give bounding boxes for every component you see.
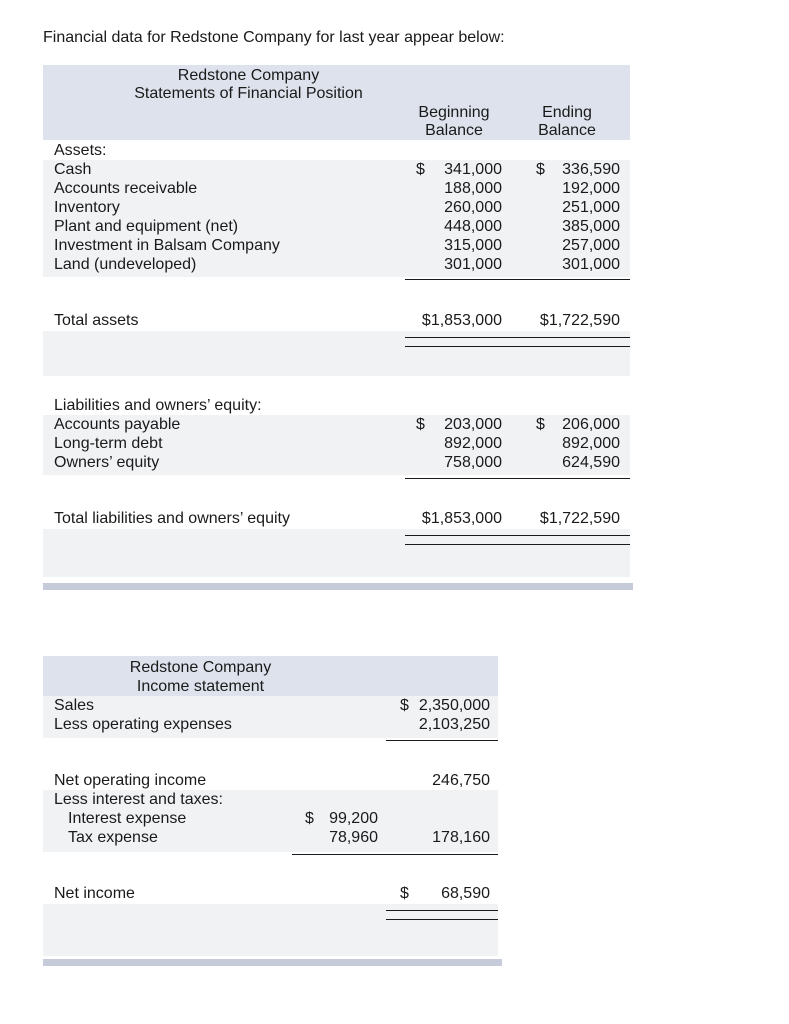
col-header-ending: Ending <box>542 104 592 121</box>
double-rule <box>405 544 630 545</box>
total-assets-end: $1,722,590 <box>539 312 620 329</box>
interest-taxes-total: 178,160 <box>432 829 490 846</box>
end-value: 336,590 <box>562 161 620 178</box>
table-bottom-bar <box>43 583 633 590</box>
double-rule <box>405 346 630 347</box>
col-header-beginning: Beginning <box>418 104 490 121</box>
tax-value: 78,960 <box>329 829 378 846</box>
total-liabilities-begin: $1,853,000 <box>421 510 502 527</box>
end-value: 192,000 <box>562 180 620 197</box>
begin-value: 341,000 <box>444 161 502 178</box>
total-assets-begin: $1,853,000 <box>421 312 502 329</box>
dollar-sign: $ <box>416 416 425 433</box>
opex-label: Less operating expenses <box>54 716 232 733</box>
sales-label: Sales <box>54 697 95 714</box>
row-label: Inventory <box>54 199 120 216</box>
double-rule <box>405 535 630 536</box>
end-value: 251,000 <box>562 199 620 216</box>
begin-value: 260,000 <box>444 199 502 216</box>
net-income-label: Net income <box>54 885 135 902</box>
row-label: Land (undeveloped) <box>54 256 197 273</box>
row-label: Investment in Balsam Company <box>54 237 280 254</box>
statement-title: Statements of Financial Position <box>134 85 363 102</box>
assets-header: Assets: <box>54 142 107 159</box>
dollar-sign: $ <box>536 161 545 178</box>
double-rule <box>386 919 498 920</box>
col-header-ending-sub: Balance <box>538 122 596 139</box>
subtotal-rule <box>405 478 630 479</box>
dollar-sign: $ <box>536 416 545 433</box>
row-label: Accounts payable <box>54 416 181 433</box>
row-label: Accounts receivable <box>54 180 198 197</box>
begin-value: 315,000 <box>444 237 502 254</box>
interest-label: Interest expense <box>68 810 187 827</box>
end-value: 257,000 <box>562 237 620 254</box>
begin-value: 758,000 <box>444 454 502 471</box>
noi-label: Net operating income <box>54 772 207 789</box>
income-bottom-bar <box>43 959 502 966</box>
statement-company: Redstone Company <box>177 67 320 84</box>
begin-value: 188,000 <box>444 180 502 197</box>
begin-value: 892,000 <box>444 435 502 452</box>
dollar-sign: $ <box>400 697 409 714</box>
subtotal-rule <box>292 854 498 855</box>
subtotal-rule <box>386 740 498 741</box>
dollar-sign: $ <box>416 161 425 178</box>
begin-value: 301,000 <box>444 256 502 273</box>
interest-value: 99,200 <box>329 810 378 827</box>
net-income-value: 68,590 <box>441 885 490 902</box>
income-company: Redstone Company <box>129 659 272 676</box>
end-value: 624,590 <box>562 454 620 471</box>
row-label: Long-term debt <box>54 435 163 452</box>
dollar-sign: $ <box>305 810 314 827</box>
opex-value: 2,103,250 <box>418 716 490 733</box>
end-value: 892,000 <box>562 435 620 452</box>
sales-value: 2,350,000 <box>418 697 490 714</box>
noi-value: 246,750 <box>432 772 490 789</box>
row-label: Cash <box>54 161 92 178</box>
begin-value: 203,000 <box>444 416 502 433</box>
income-title: Income statement <box>136 678 265 695</box>
col-header-beginning-sub: Balance <box>425 122 483 139</box>
end-value: 301,000 <box>562 256 620 273</box>
liabilities-header: Liabilities and owners’ equity: <box>54 397 262 414</box>
dollar-sign: $ <box>400 885 409 902</box>
double-rule <box>405 337 630 338</box>
total-liabilities-label: Total liabilities and owners’ equity <box>54 510 290 527</box>
end-value: 206,000 <box>562 416 620 433</box>
total-liabilities-end: $1,722,590 <box>539 510 620 527</box>
row-label: Plant and equipment (net) <box>54 218 239 235</box>
intro-text: Financial data for Redstone Company for last year appear below: <box>43 29 505 46</box>
end-value: 385,000 <box>562 218 620 235</box>
row-label: Owners’ equity <box>54 454 160 471</box>
double-rule <box>386 910 498 911</box>
less-interest-taxes-label: Less interest and taxes: <box>54 791 223 808</box>
tax-label: Tax expense <box>68 829 158 846</box>
begin-value: 448,000 <box>444 218 502 235</box>
subtotal-rule <box>405 279 630 280</box>
total-assets-label: Total assets <box>54 312 139 329</box>
